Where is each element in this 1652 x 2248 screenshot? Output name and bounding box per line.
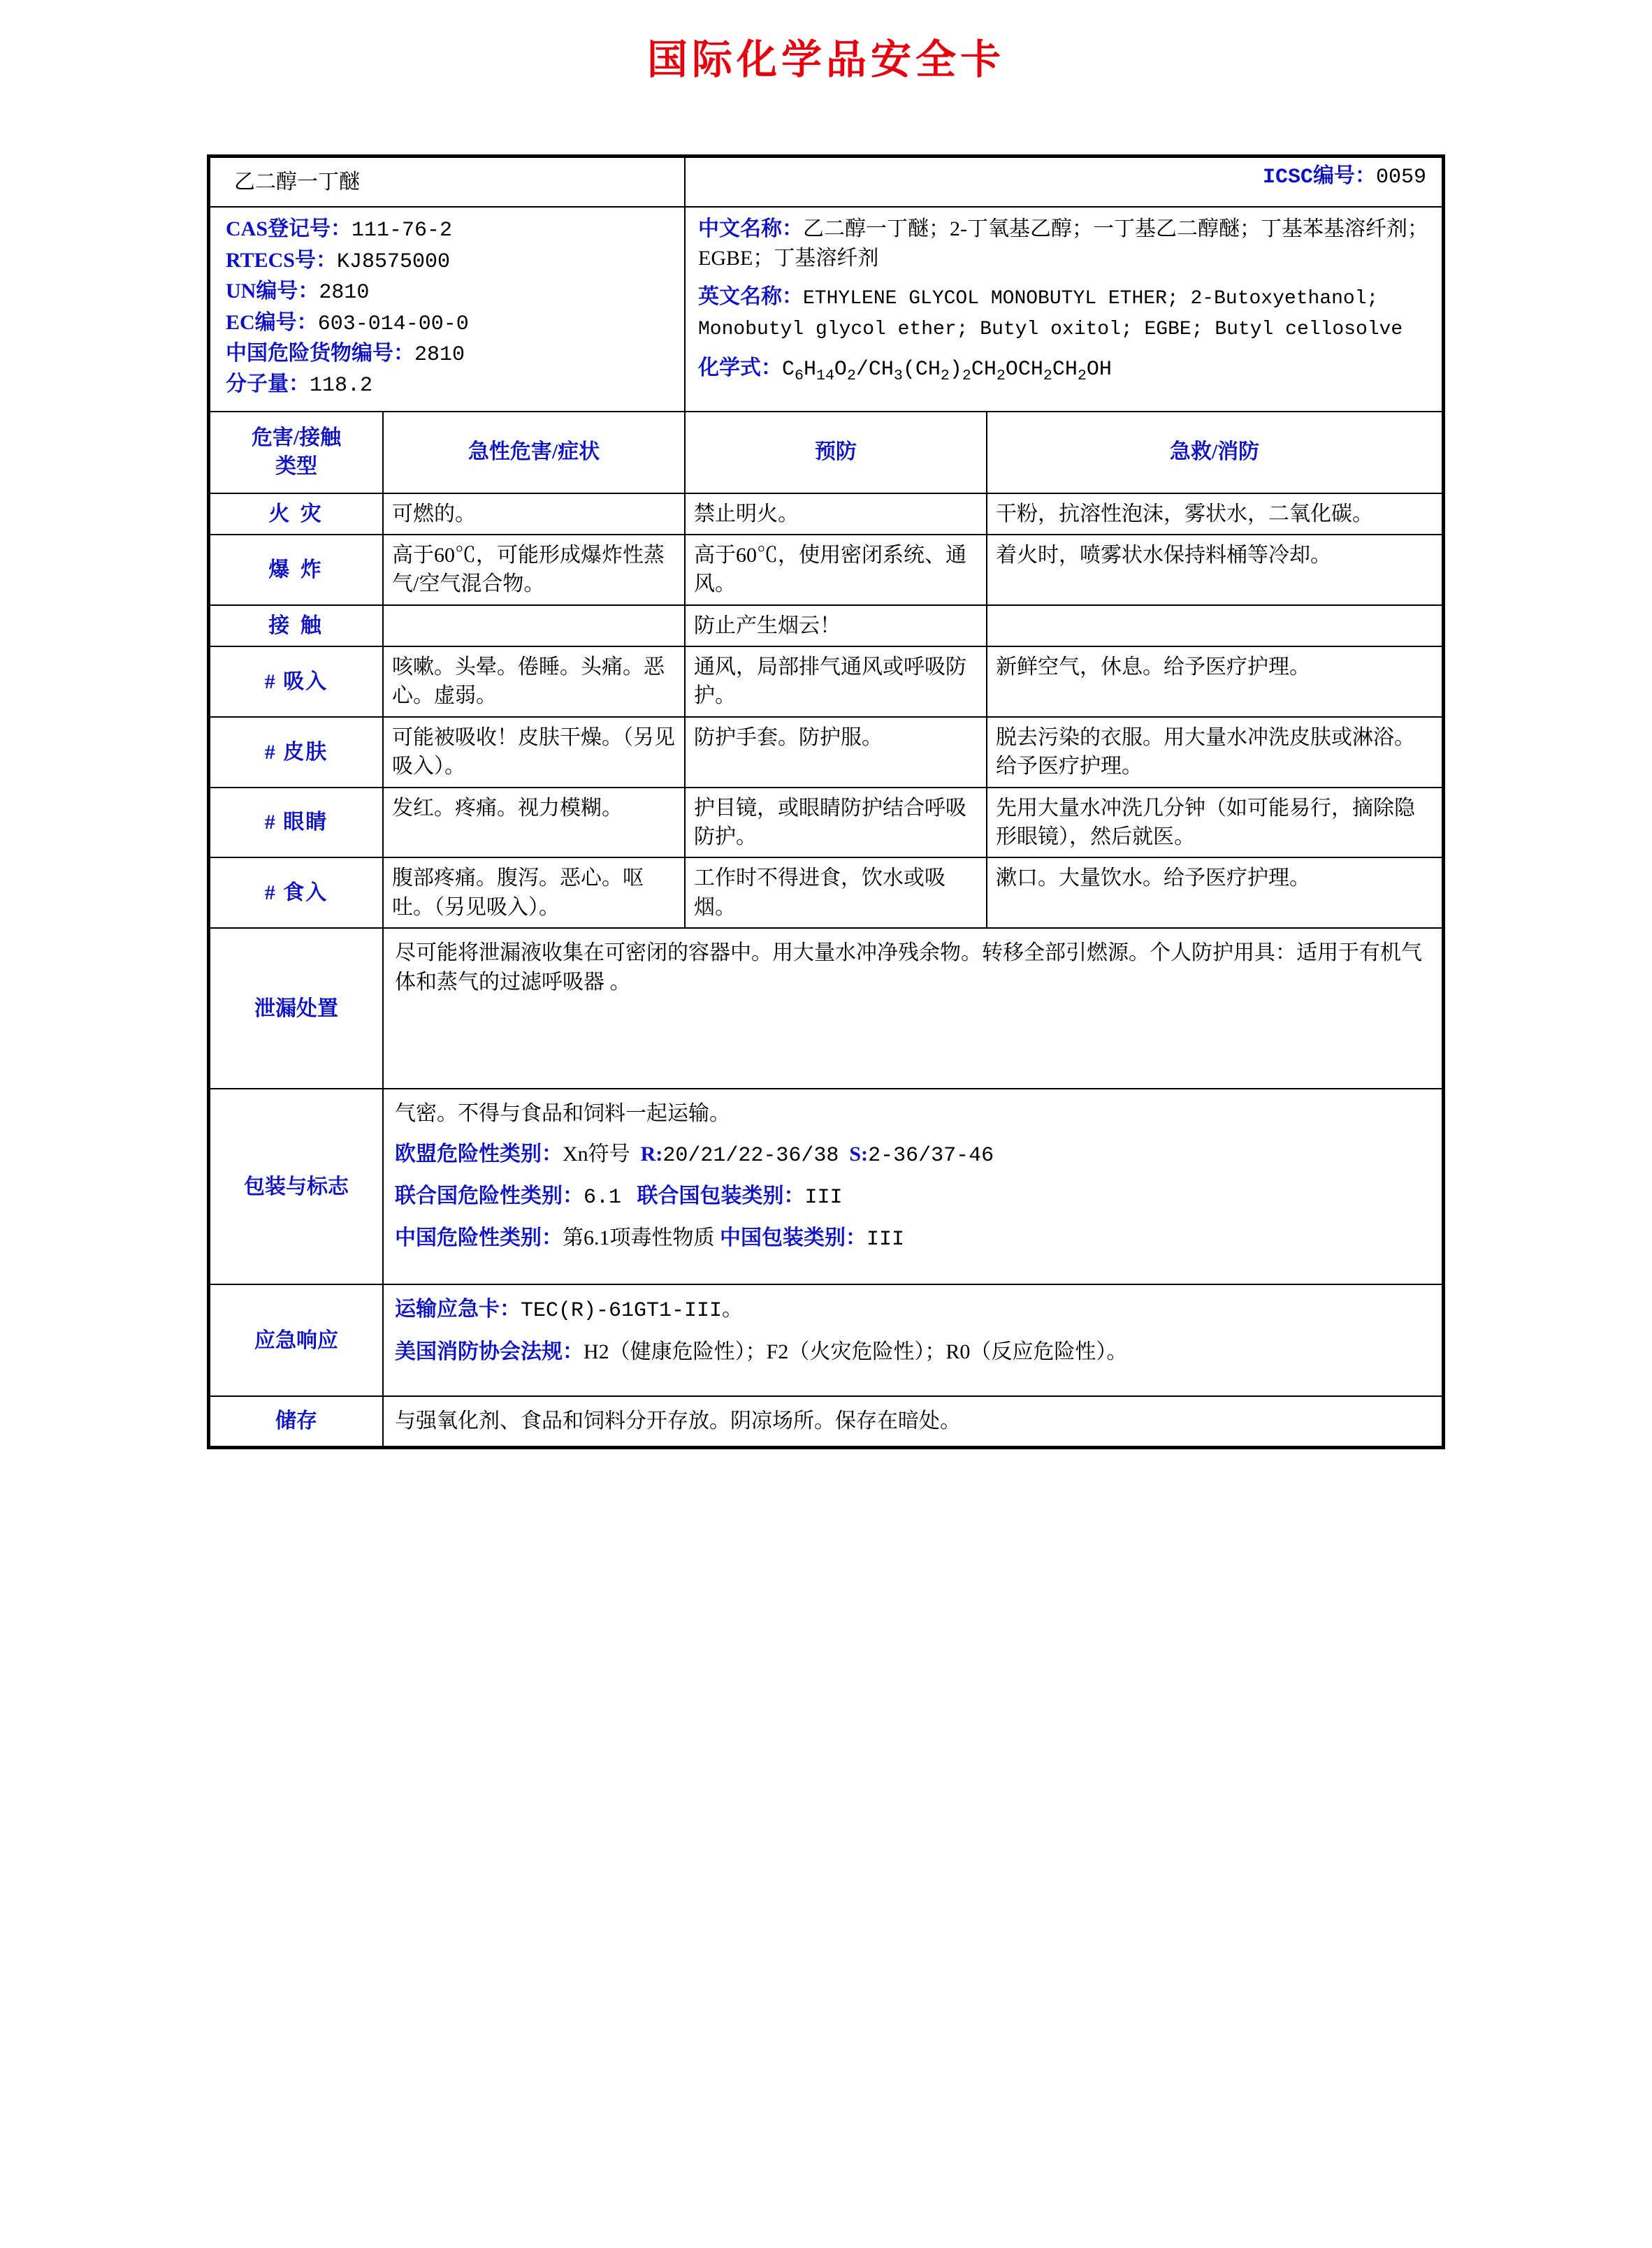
row-label-inhalation: # 吸入 (210, 646, 383, 717)
storage-row (210, 1396, 1442, 1446)
packaging-un: 联合国危险性类别：6.1 联合国包装类别：III (395, 1184, 843, 1210)
emergency-row (210, 1284, 1442, 1396)
row-label-explosion: 爆 炸 (210, 535, 383, 605)
identifier-value: KJ8575000 (336, 249, 451, 274)
cell-eyes-firstaid: 先用大量水冲洗几分钟（如可能易行，摘除隐形眼镜），然后就医。 (987, 788, 1442, 858)
identifier-value: 118.2 (310, 374, 373, 398)
column-header-row (210, 412, 1442, 493)
cell-fire-firstaid: 干粉，抗溶性泡沫，雾状水，二氧化碳。 (987, 493, 1442, 535)
identifier-value: 603-014-00-0 (317, 312, 469, 336)
chemical-formula (698, 354, 1432, 387)
packaging-cn: 中国危险性类别：第6.1项毒性物质 中国包装类别：III (395, 1226, 905, 1252)
emergency-nfpa: 美国消防协会法规：H2（健康危险性）；F2（火灾危险性）；R0（反应危险性）。 (395, 1340, 1128, 1363)
row-label-skin: # 皮肤 (210, 717, 383, 788)
section-body-storage (383, 1396, 1442, 1446)
identifier-ec (226, 308, 674, 339)
cell-eyes-prevention: 护目镜，或眼睛防护结合呼吸防护。 (685, 788, 987, 858)
row-label-fire: 火 灾 (210, 493, 383, 535)
identifier-value: 111-76-2 (352, 219, 453, 243)
spill-row (210, 928, 1442, 1089)
row-label-ingestion: # 食入 (210, 857, 383, 928)
cell-inhalation-firstaid: 新鲜空气，休息。给予医疗护理。 (987, 646, 1442, 717)
emergency-tec: 运输应急卡：TEC(R)-61GT1-III。 (395, 1298, 744, 1324)
page-title: 国际化学品安全卡 (646, 36, 1005, 83)
section-label-storage: 储存 (210, 1396, 383, 1446)
section-body-spill (383, 928, 1442, 1089)
cell-inhalation-prevention: 通风，局部排气通风或呼吸防护。 (685, 646, 987, 717)
names-block (685, 207, 1442, 411)
cell-ingestion-symptoms: 腹部疼痛。腹泻。恶心。呕吐。（另见吸入）。 (383, 857, 685, 928)
identity-row (210, 207, 1442, 411)
row-label-exposure: 接 触 (210, 605, 383, 646)
col-header-prevention: 预防 (685, 412, 987, 493)
packaging-line1: 气密。不得与食品和饲料一起运输。 (395, 1102, 730, 1126)
formula-value: $C_6H_{14}O_2/CH_3(CH_2)_2CH_2OCH_2CH_2OH$ (782, 357, 1112, 384)
identifier-molecular-weight (226, 370, 674, 400)
identifier-cn-dangerous-goods (226, 339, 674, 370)
english-names-value: ETHYLENE GLYCOL MONOBUTYL ETHER; 2-Butoxyethanol; Monobutyl glycol ether; Butyl oxitol; EGBE; Butyl cellosolve (698, 288, 1403, 340)
cell-inhalation-symptoms: 咳嗽。头晕。倦睡。头痛。恶心。虚弱。 (383, 646, 685, 717)
english-names (698, 282, 1432, 344)
identifier-label: 中国危险货物编号： (226, 341, 414, 365)
cell-skin-prevention: 防护手套。防护服。 (685, 717, 987, 788)
card-header-row (210, 157, 1442, 207)
section-label-spill: 泄漏处置 (210, 928, 383, 1089)
packaging-row (210, 1089, 1442, 1284)
storage-text: 与强氧化剂、食品和饲料分开存放。阴凉场所。保存在暗处。 (395, 1409, 961, 1433)
icsc-card (207, 154, 1445, 1449)
identifier-value: 2810 (319, 281, 370, 305)
table-row (210, 493, 1442, 535)
identifier-value: 2810 (414, 342, 465, 367)
table-row (210, 605, 1442, 646)
cell-explosion-prevention: 高于60℃，使用密闭系统、通风。 (685, 535, 987, 605)
cell-ingestion-prevention: 工作时不得进食，饮水或吸烟。 (685, 857, 987, 928)
table-row (210, 646, 1442, 717)
cell-skin-symptoms: 可能被吸收！皮肤干燥。（另见吸入）。 (383, 717, 685, 788)
chinese-names-value: 乙二醇一丁醚；2-丁氧基乙醇；一丁基乙二醇醚；丁基苯基溶纤剂；EGBE；丁基溶纤剂 (698, 217, 1428, 270)
section-body-packaging (383, 1089, 1442, 1284)
identifier-label: RTECS号： (226, 248, 337, 272)
identifier-label: EC编号： (226, 310, 318, 334)
page (0, 27, 1652, 2248)
section-label-packaging: 包装与标志 (210, 1089, 383, 1284)
identifier-cas (226, 215, 674, 245)
table-row (210, 717, 1442, 788)
col-header-symptoms: 急性危害/症状 (383, 412, 685, 493)
chinese-names (698, 215, 1432, 273)
cell-exposure-prevention: 防止产生烟云！ (685, 605, 987, 646)
table-row (210, 857, 1442, 928)
cell-eyes-symptoms: 发红。疼痛。视力模糊。 (383, 788, 685, 858)
spill-text: 尽可能将泄漏液收集在可密闭的容器中。用大量水冲净残余物。转移全部引燃源。个人防护用具：适用于有机气体和蒸气的过滤呼吸器 。 (395, 941, 1422, 994)
identifier-label: 分子量： (226, 372, 310, 396)
cell-exposure-symptoms (383, 605, 685, 646)
formula-label: 化学式： (698, 356, 782, 379)
packaging-eu: 欧盟危险性类别：Xn符号 R:20/21/22-36/38 S:2-36/37-46 (395, 1142, 994, 1168)
icsc-number: 0059 (1375, 166, 1426, 189)
section-label-emergency: 应急响应 (210, 1284, 383, 1396)
table-row (210, 535, 1442, 605)
row-label-eyes: # 眼睛 (210, 788, 383, 858)
section-body-emergency (383, 1284, 1442, 1396)
english-names-label: 英文名称： (698, 285, 803, 309)
cell-explosion-symptoms: 高于60℃，可能形成爆炸性蒸气/空气混合物。 (383, 535, 685, 605)
icsc-label: ICSC编号： (1262, 166, 1376, 189)
icsc-table (209, 157, 1443, 1447)
cell-fire-prevention: 禁止明火。 (685, 493, 987, 535)
identifier-label: CAS登记号： (226, 217, 352, 241)
identifier-block (210, 207, 685, 411)
chinese-names-label: 中文名称： (698, 217, 803, 241)
cell-explosion-firstaid: 着火时，喷雾状水保持料桶等冷却。 (987, 535, 1442, 605)
identifier-un (226, 277, 674, 307)
col-header-firstaid: 急救/消防 (987, 412, 1442, 493)
cell-exposure-firstaid (987, 605, 1442, 646)
icsc-number-cell (685, 157, 1442, 207)
table-row (210, 788, 1442, 858)
substance-name: 乙二醇一丁醚 (210, 157, 685, 207)
identifier-label: UN编号： (226, 280, 319, 303)
cell-fire-symptoms: 可燃的。 (383, 493, 685, 535)
identifier-rtecs (226, 246, 674, 277)
cell-ingestion-firstaid: 漱口。大量饮水。给予医疗护理。 (987, 857, 1442, 928)
col-header-hazard-type: 危害/接触 类型 (210, 412, 383, 493)
cell-skin-firstaid: 脱去污染的衣服。用大量水冲洗皮肤或淋浴。给予医疗护理。 (987, 717, 1442, 788)
